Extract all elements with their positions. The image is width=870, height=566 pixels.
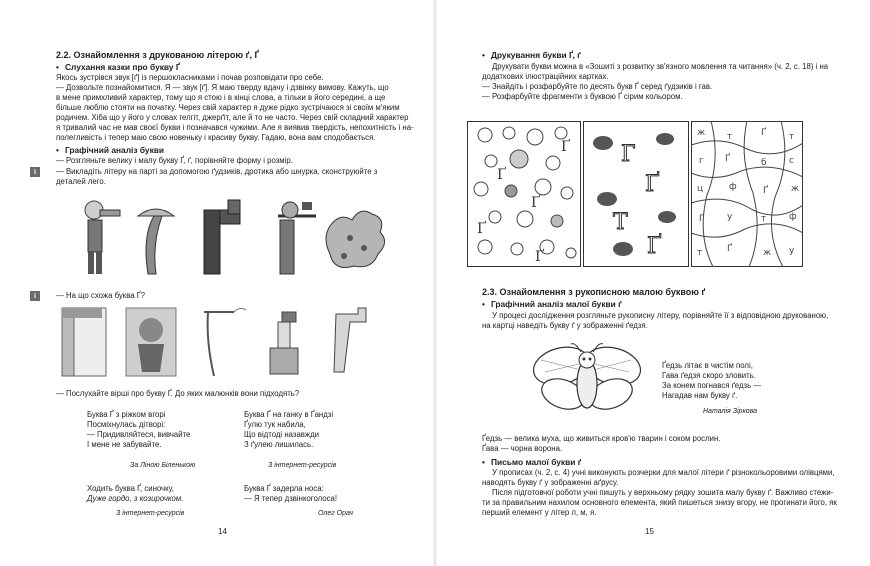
small-letter-text: [482, 311, 852, 331]
branch-figure: [204, 308, 246, 376]
svg-text:у: у: [727, 212, 733, 222]
svg-text:ф: ф: [789, 212, 797, 222]
gadfly-poem: [662, 361, 761, 402]
svg-text:Ґ: Ґ: [497, 167, 507, 183]
poem-2: [244, 410, 333, 451]
section-heading-2-3: 2.3. Ознайомлення з рукописною малою буквою ґ: [482, 287, 706, 297]
svg-text:Ґ: Ґ: [477, 221, 487, 237]
small-line: на картці наведіть букву ґ у зображенні ґедзя.: [482, 320, 648, 330]
buttons-worksheet-panel: [467, 121, 581, 267]
poem-3-author: З інтернет-ресурсів: [116, 510, 185, 517]
section-heading-2-2: 2.2. Ознайомлення з друкованою літерою ґ, Ґ: [56, 50, 259, 60]
svg-text:ж: ж: [791, 184, 800, 194]
print-line: додаткових ілюстраційних картках.: [482, 71, 609, 81]
svg-text:Ґ: Ґ: [763, 186, 769, 196]
svg-text:б: б: [761, 158, 767, 168]
coloring-worksheet-panel: [691, 121, 803, 267]
svg-text:т: т: [697, 248, 703, 258]
letter-g-objects-illustration: [68, 196, 398, 278]
poem-line: З ґулею лишилась.: [244, 440, 314, 450]
question-poems: — Послухайте вірші про букву Ґ. До яких малюнків вони підходять?: [56, 389, 300, 398]
story-line: Якось зустрівся звук [ґ] із першокласниками і почав розповідати про себе.: [56, 73, 324, 82]
writing-line: ти за правильним нахилом основного елемента, який пишеться знизу вгору, не прогинати його, як: [482, 497, 837, 507]
mushroom-figure: [138, 209, 174, 274]
writing-line: наводять букву ґ у зображенні аґрусу.: [482, 477, 619, 487]
bullet-printing: • Друкування букви Ґ, ґ: [482, 50, 581, 61]
definition-line: Ґедзь — велика муха, що живиться кров'ю тварин і соком рослин.: [482, 434, 721, 443]
definition-line: Ґава — чорна ворона.: [482, 443, 563, 453]
svg-text:с: с: [789, 156, 794, 166]
svg-text:т: т: [761, 214, 767, 224]
svg-text:Ґ: Ґ: [725, 154, 731, 164]
page-number: 14: [218, 527, 227, 536]
poem-line: Буква Ґ на ганку в Ґандзі: [244, 410, 334, 419]
story-line: — Дозвольте познайомитися. Я — звук [ґ]. Я маю тверду вдачу і дзвінку вимову. Кажуть, що: [56, 82, 389, 92]
right-page: [435, 0, 870, 566]
printing-text: [482, 62, 842, 102]
print-line: — Розфарбуйте фрагменти з буквою Ґ сірим кольором.: [482, 91, 683, 101]
writing-line: Після підготовчої роботи учні пишуть у верхньому рядку зошита малу букву ґ. Важливо стежи-: [492, 487, 834, 497]
poem-line: Що відтоді назавжди: [244, 430, 319, 440]
goblin-figure: [126, 308, 176, 376]
svg-text:Ґ: Ґ: [531, 195, 541, 211]
poem-line: Нагадав нам букву ґ.: [662, 391, 738, 401]
writing-text: [482, 468, 862, 518]
graphic-line: — Викладіть літеру на парті за допомогою ґудзиків, дротика або шнурка, сконструюйте з деталей лего.: [56, 167, 378, 186]
writing-line: У прописах (ч. 2, с. 4) учні виконують розчерки для малої літери ґ різнокольоровими олівцями,: [492, 468, 835, 477]
poem-4-author: Олег Орач: [318, 510, 353, 517]
poem-line: Буква Ґ задерла носа:: [244, 484, 324, 493]
poem-line: Буква Ґ з ріжком вгорі: [87, 410, 166, 419]
svg-text:Ґ: Ґ: [761, 128, 767, 138]
doorway-figure: [62, 308, 106, 376]
svg-text:т: т: [789, 132, 795, 142]
poem-line: Дуже гордо, з козирочком.: [87, 494, 184, 504]
svg-text:Г: Г: [621, 142, 636, 167]
poem-line: — Придивляйтеся, вивчайте: [87, 430, 191, 440]
story-line: родичем. Хіба що у його у словах гелгіт, джерґіт, але й то не часто. Через свій складний характер: [56, 112, 409, 122]
svg-text:г: г: [699, 156, 704, 166]
story-text: [56, 73, 416, 143]
poem-line: Ґулю тук набила,: [244, 420, 306, 430]
bullet-graphic-analysis: • Графічний аналіз букви: [56, 145, 164, 156]
svg-text:ж: ж: [697, 128, 706, 138]
bullet-writing: • Письмо малої букви ґ: [482, 457, 581, 468]
jack-in-box-figure: [270, 312, 298, 374]
svg-text:ж: ж: [763, 248, 772, 258]
poem-line: За конем погнався ґедзь —: [662, 381, 762, 391]
scarecrow-figure: [278, 202, 316, 274]
page-number: 15: [645, 527, 654, 536]
info-icon: i: [30, 167, 40, 177]
poem-1: [87, 410, 190, 451]
poem-4: [244, 484, 337, 504]
poem-line: Ґедзь літає в чистім полі,: [662, 361, 753, 370]
bullet-story: • Слухання казки про букву Ґ: [56, 62, 180, 73]
svg-text:ц: ц: [697, 184, 704, 194]
poem-2-author: З інтернет-ресурсів: [268, 462, 337, 469]
graphic-line: — Розгляньте велику і малу букву Ґ, ґ, порівняйте форму і розмір.: [56, 156, 293, 165]
story-line: в мене примхливий характер, тому що я стою і в кінці слова, а тільки в його середині, а ще: [56, 92, 386, 102]
writing-line: перший елемент у літер л, м, я.: [482, 507, 597, 517]
svg-text:ф: ф: [729, 182, 737, 192]
info-icon: i: [30, 291, 40, 301]
gadfly-poem-author: Наталія Зіркова: [703, 408, 758, 415]
crows-worksheet-panel: [583, 121, 689, 267]
poem-line: Посміхнулась дітворі:: [87, 420, 166, 430]
svg-text:Ґ: Ґ: [645, 172, 660, 197]
story-line: полегливість і тепер маю свою новеньку і красиву букву. Гадаю, вона вам сподобається.: [56, 132, 376, 142]
small-line: У процесі дослідження розгляньте рукописну літеру, порівняйте її з відповідною друкованою,: [492, 311, 829, 320]
poem-line: І мене не забувайте.: [87, 440, 162, 450]
print-line: — Знайдіть і розфарбуйте по десять букв Ґ серед ґудзиків і гав.: [482, 81, 713, 91]
poem-line: Ходить буква Ґ, синочку,: [87, 484, 174, 493]
graphic-analysis-text: [56, 156, 416, 166]
svg-text:у: у: [789, 246, 795, 256]
svg-text:т: т: [727, 132, 733, 142]
map-piece-figure: [326, 211, 385, 267]
question-similar: — На що схожа буква Ґ?: [56, 291, 145, 300]
poem-3: [87, 484, 183, 504]
svg-text:Ґ: Ґ: [727, 244, 733, 254]
poem-line: Гава ґедзя скоро зловить.: [662, 371, 756, 381]
letter-slab-figure: [334, 308, 366, 372]
poem-1-author: За Ліною Біленькою: [130, 462, 196, 469]
similar-objects-illustration: [56, 304, 376, 380]
svg-text:Ґ: Ґ: [561, 139, 571, 155]
svg-text:Ґ: Ґ: [647, 234, 662, 259]
story-line: я тривалий час не мав своєї букви і позначався чужими. Але я виявив твердість, непохитність і на-: [56, 122, 414, 132]
print-line: Друкувати букви можна в «Зошиті з розвитку зв'язного мовлення та читання» (ч. 2, с. 18) і на: [492, 62, 829, 71]
svg-text:Ґ: Ґ: [699, 214, 705, 224]
svg-text:Ґ: Ґ: [535, 249, 545, 265]
block-letter-g: [204, 200, 240, 274]
svg-text:Т: Т: [613, 210, 628, 235]
definitions: [482, 434, 852, 454]
clown-figure: [85, 201, 120, 274]
poem-line: — Я тепер дзвінкоголоса!: [244, 494, 337, 504]
story-line: більше люблю стояти на початку. Через свій характер я дуже рідко зустрічаюся зі своїм м'яким: [56, 102, 400, 112]
bullet-small-letter-analysis: • Графічний аналіз малої букви ґ: [482, 299, 622, 310]
gadfly-illustration: [531, 340, 643, 422]
